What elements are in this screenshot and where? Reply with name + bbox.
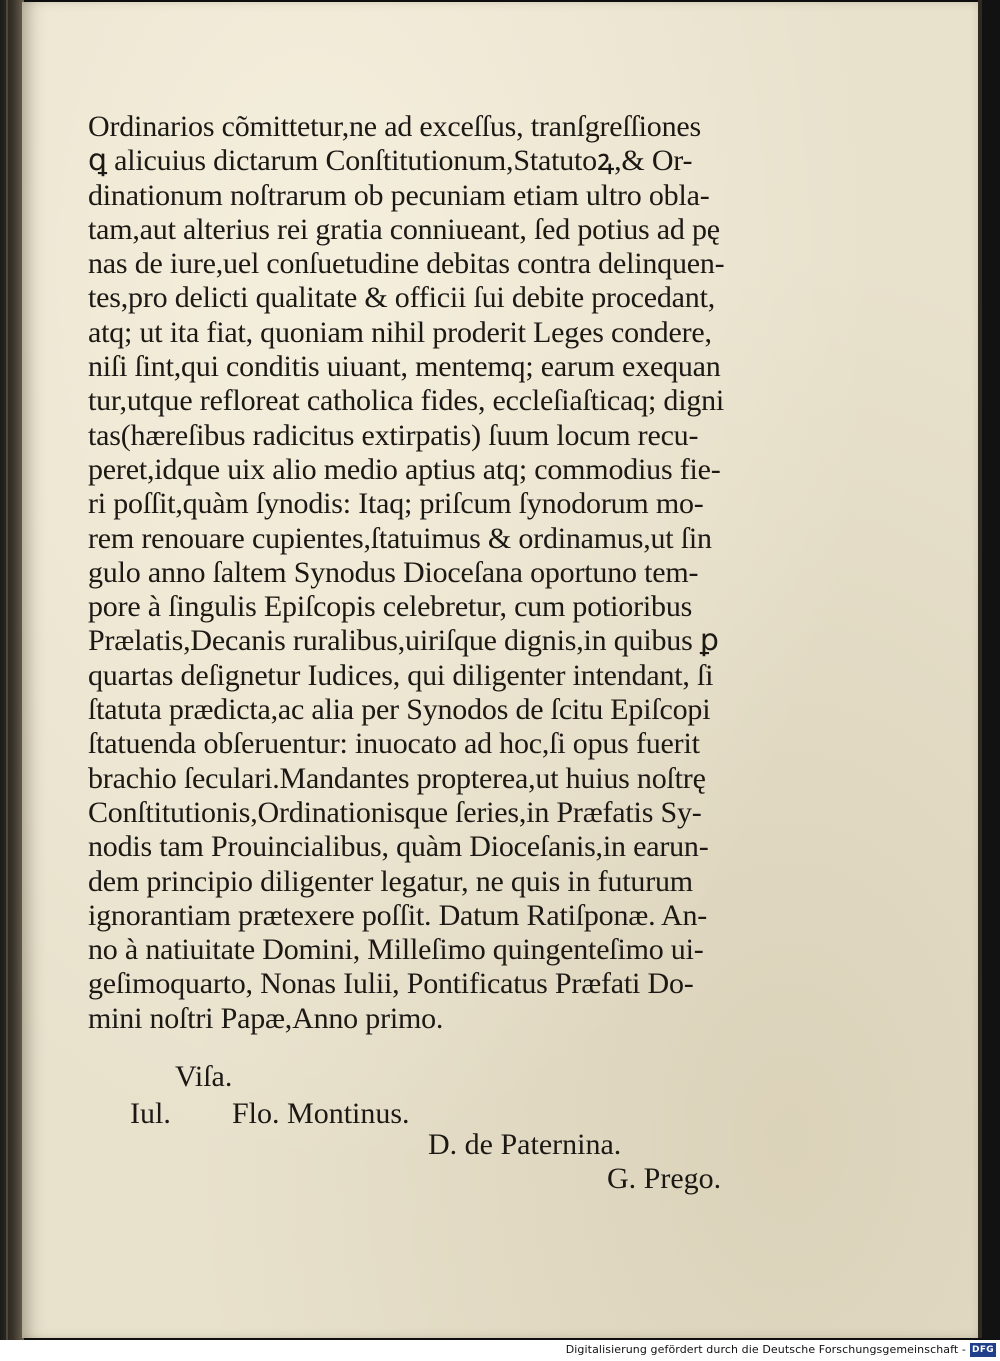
book-binding-edge: [0, 0, 24, 1340]
signature-visa: Viſa.: [175, 1060, 233, 1093]
text-line: dinationum noſtrarum ob pecuniam etiam ultro obla-: [88, 178, 710, 212]
text-line: ſtatuenda obſeruentur: inuocato ad hoc,ſi opus fuerit: [88, 727, 700, 761]
text-line: niſi ſint,qui conditis uiuant, mentemq; earum exequan: [88, 350, 721, 384]
footer-bar: [0, 1340, 1000, 1361]
scan-border-right: [982, 0, 1000, 1340]
text-line: pore à ſingulis Epiſcopis celebretur, cum potioribus: [88, 590, 693, 624]
text-line: mini noſtri Papæ,Anno primo.: [88, 1001, 444, 1035]
text-line: gulo anno ſaltem Synodus Dioceſana oportuno tem-: [88, 555, 699, 589]
text-line: tam,aut alterius rei gratia conniueant, ſed potius ad pę: [88, 212, 720, 246]
footer-credit: Digitalisierung gefördert durch die Deutsche Forschungsgemeinschaft -: [565, 1343, 966, 1356]
text-line: Ordinarios cõmittetur,ne ad exceſſus, tranſgreſſiones: [88, 110, 701, 143]
text-line: nas de iure,uel conſuetudine debitas contra delinquen-: [88, 247, 725, 281]
spine-line: [6, 0, 8, 1340]
text-line: quartas deſignetur Iudices, qui diligenter intendant, ſi: [88, 658, 714, 692]
signature-iul: Iul.: [130, 1097, 171, 1130]
text-line: Conſtitutionis,Ordinationisque ſeries,in Præfatis Sy-: [88, 795, 702, 829]
text-line: ſtatuta prædicta,ac alia per Synodos de ſcitu Epiſcopi: [88, 693, 711, 727]
text-line: tur,utque refloreat catholica fides, eccleſiaſticaq; digni: [88, 384, 725, 418]
text-line: atq; ut ita fiat, quoniam nihil proderit Leges condere,: [88, 315, 712, 349]
text-line: ignorantiam prætexere poſſit. Datum Ratiſponæ. An-: [88, 898, 708, 932]
text-line: peret,idque uix alio medio aptius atq; commodius fie-: [88, 452, 721, 486]
signature-montinus: Flo. Montinus.: [232, 1097, 410, 1130]
text-line: Prælatis,Decanis ruralibus,uiriſque dignis,in quibus ꝑ: [88, 624, 719, 658]
body-text-block: [88, 110, 748, 1036]
text-line: nodis tam Prouincialibus, quàm Dioceſanis,in earun-: [88, 830, 709, 864]
text-line: tes,pro delicti qualitate & officii ſui debite procedant,: [88, 281, 716, 315]
text-line: no à natiuitate Domini, Milleſimo quingenteſimo ui-: [88, 933, 704, 967]
text-line: geſimoquarto, Nonas Iulii, Pontificatus Præfati Do-: [88, 967, 694, 1001]
text-line: tas(hæreſibus radicitus extirpatis) ſuum locum recu-: [88, 418, 699, 452]
text-line: brachio ſeculari.Mandantes propterea,ut huius noſtrę: [88, 761, 706, 795]
text-line: dem principio diligenter legatur, ne quis in futurum: [88, 864, 693, 898]
signature-prego: G. Prego.: [607, 1162, 722, 1195]
text-line: ꝗ alicuius dictarum Conſtitutionum,Statutoꝝ,& Or-: [88, 144, 693, 178]
text-line: ri poſſit,quàm ſynodis: Itaq; priſcum ſynodorum mo-: [88, 487, 704, 521]
dfg-logo: DFG: [970, 1343, 996, 1357]
signature-paternina: D. de Paternina.: [428, 1128, 622, 1161]
text-line: rem renouare cupientes,ſtatuimus & ordinamus,ut ſin: [88, 521, 712, 555]
